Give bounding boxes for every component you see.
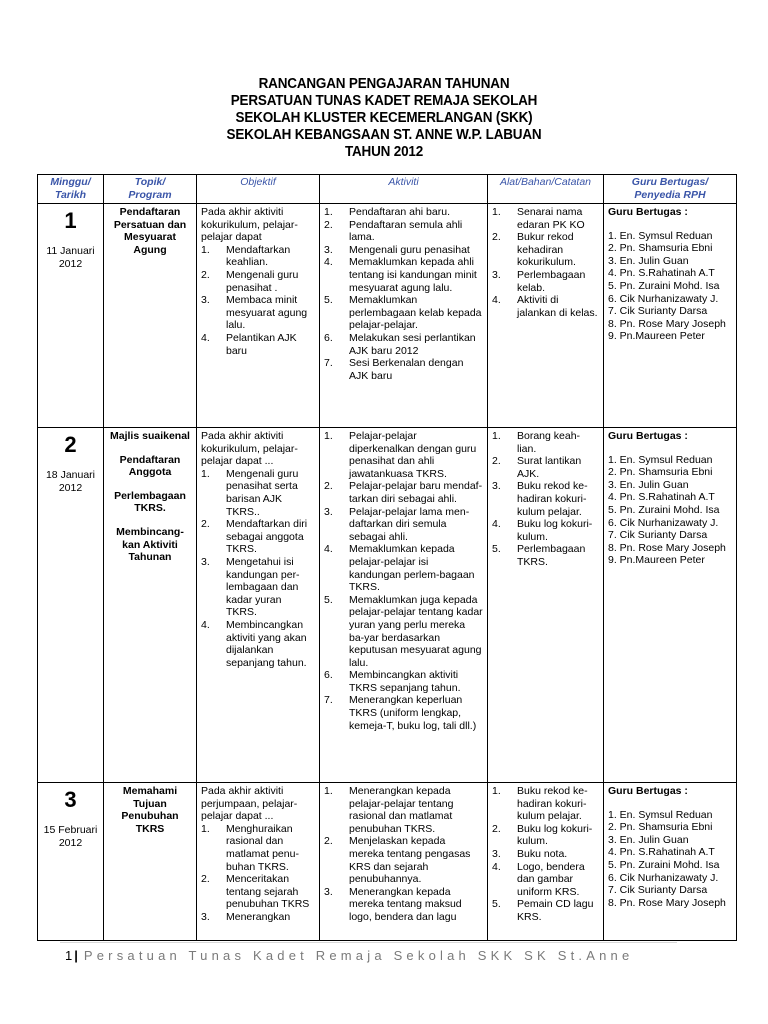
guru-name: 6. Cik Nurhanizawaty J.	[608, 871, 719, 884]
guru-name: 8. Pn. Rose Mary Joseph	[608, 317, 726, 330]
aktiviti-list-item: 5. Memaklumkan perlembagaan kelab kepada pelajar-pelajar.	[324, 294, 482, 332]
guru-name: 2. Pn. Shamsuria Ebni	[608, 466, 713, 479]
aktiviti-list	[324, 206, 483, 382]
guru-name: 3. En. Julin Guan	[608, 833, 689, 846]
header-guru: Guru Bertugas/ Penyedia RPH	[604, 175, 737, 204]
alat-list-item: 2. Buku log kokuri-kulum.	[492, 822, 593, 848]
guru-name: 7. Cik Surianty Darsa	[608, 529, 708, 542]
objektif-list	[201, 823, 315, 924]
topic-item: Pendaftaran Persatuan dan Mesyuarat Agung	[113, 206, 187, 256]
title-line: TAHUN 2012	[344, 144, 424, 160]
objektif-cell	[197, 204, 320, 428]
objektif-list-item: 4. Membincangkan aktiviti yang akan dijalankan sepanjang tahun.	[201, 618, 307, 669]
guru-cell	[604, 428, 737, 783]
objektif-list-item: 1. Mengenali guru penasihat serta barisan AJK TKRS..	[201, 467, 299, 518]
guru-name: 1. En. Symsul Reduan	[608, 229, 713, 242]
alat-list-item: 4. Buku log kokuri-kulum.	[492, 518, 593, 543]
aktiviti-list-item: 3. Menerangkan kepada mereka tentang maksud logo, bendera dan lagu	[324, 885, 462, 923]
alat-list-item: 3. Buku nota.	[492, 847, 568, 860]
objektif-list-item: 2. Menceritakan tentang sejarah penubuhan TKRS	[201, 873, 310, 911]
alat-cell	[488, 428, 604, 783]
guru-name: 7. Cik Surianty Darsa	[608, 305, 708, 318]
week-date: 11 Januari 2012	[46, 245, 95, 270]
guru-cell	[604, 204, 737, 428]
objektif-list-item: 1. Mendaftarkan keahlian.	[201, 243, 291, 269]
alat-list	[492, 206, 599, 319]
guru-name: 4. Pn. S.Rahatinah A.T	[608, 267, 715, 280]
topic-cell	[104, 204, 197, 428]
guru-name: 6. Cik Nurhanizawaty J.	[608, 292, 719, 305]
week-cell	[38, 783, 104, 941]
aktiviti-list-item: 4. Memaklumkan kepada pelajar-pelajar isi kandungan perlem-bagaan TKRS.	[324, 543, 475, 594]
guru-name: 9. Pn.Maureen Peter	[608, 554, 705, 567]
week-date: 15 Februari 2012	[43, 824, 98, 849]
week-date: 18 Januari 2012	[45, 469, 96, 494]
footer-text: Persatuan Tunas Kadet Remaja Sekolah SKK SK St.Anne	[83, 948, 634, 963]
plan-table	[37, 174, 737, 941]
header-minggu: Minggu/ Tarikh	[38, 175, 104, 204]
objektif-intro: Pada akhir aktiviti kokurikulum, pelajar-pelajar dapat ...	[201, 430, 298, 468]
guru-cell	[604, 783, 737, 941]
objektif-intro: Pada akhir aktiviti kokurikulum, pelajar-pelajar dapat	[201, 206, 298, 244]
topic-item: Memahami Tujuan Penubuhan TKRS	[121, 785, 179, 835]
guru-name: 5. Pn. Zuraini Mohd. Isa	[608, 858, 720, 871]
title-line: SEKOLAH KEBANGSAAN ST. ANNE W.P. LABUAN	[226, 127, 542, 143]
alat-list-item: 3. Perlembagaan kelab.	[492, 268, 586, 294]
footer	[65, 948, 633, 963]
objektif-list-item: 3. Mengetahui isi kandungan per-lembagaan dan kadar yuran TKRS.	[201, 555, 300, 619]
guru-name: 4. Pn. S.Rahatinah A.T	[608, 491, 715, 504]
alat-list-item: 1. Borang keah-lian.	[492, 430, 581, 455]
guru-name: 2. Pn. Shamsuria Ebni	[608, 242, 713, 255]
objektif-list-item: 1. Menghuraikan rasional dan matlamat penu-buhan TKRS.	[201, 822, 299, 873]
table-row	[38, 204, 737, 428]
alat-list-item: 4. Logo, bendera dan gambar uniform KRS.	[492, 860, 585, 898]
objektif-list-item: 4. Pelantikan AJK baru	[201, 331, 297, 357]
guru-name: 8. Pn. Rose Mary Joseph	[608, 896, 726, 909]
alat-list-item: 5. Pemain CD lagu KRS.	[492, 898, 594, 923]
week-cell	[38, 204, 104, 428]
objektif-intro: Pada akhir aktiviti perjumpaan, pelajar-pelajar dapat ...	[201, 785, 298, 823]
guru-name: 7. Cik Surianty Darsa	[608, 884, 708, 897]
topic-item: Membincang-kan Aktiviti Tahunan	[116, 525, 184, 564]
aktiviti-list-item: 2. Pendaftaran semula ahli lama.	[324, 218, 463, 244]
objektif-list-item: 3. Menerangkan	[201, 910, 291, 923]
alat-list	[492, 430, 599, 569]
aktiviti-list	[324, 430, 483, 732]
title-line: SEKOLAH KLUSTER KECEMERLANGAN (SKK)	[235, 110, 533, 126]
footer-separator: |	[74, 948, 78, 963]
aktiviti-list-item: 6. Membincangkan aktiviti TKRS sepanjang tahun.	[324, 669, 461, 694]
alat-cell	[488, 783, 604, 941]
week-number: 3	[64, 787, 77, 812]
aktiviti-list-item: 3. Pelajar-pelajar lama men-daftarkan diri semula sebagai ahli.	[324, 505, 470, 543]
header-row	[38, 175, 737, 204]
footer-divider	[60, 942, 677, 943]
objektif-list-item: 2. Mendaftarkan diri sebagai anggota TKRS.	[201, 518, 308, 556]
week-cell	[38, 428, 104, 783]
guru-name: 3. En. Julin Guan	[608, 478, 689, 491]
aktiviti-list-item: 2. Pelajar-pelajar baru mendaf-tarkan diri sebagai ahli.	[324, 480, 483, 505]
aktiviti-list-item: 3. Mengenali guru penasihat	[324, 243, 470, 256]
aktiviti-list-item: 4. Memaklumkan kepada ahli tentang isi kandungan minit mesyuarat agung lalu.	[324, 256, 477, 294]
aktiviti-list-item: 6. Melakukan sesi perlantikan AJK baru 2012	[324, 331, 476, 357]
topic-item: Pendaftaran Anggota	[119, 453, 181, 479]
objektif-list-item: 2. Mengenali guru penasihat .	[201, 268, 299, 294]
aktiviti-list-item: 2. Menjelaskan kepada mereka tentang pengasas KRS dan sejarah penubuhannya.	[324, 835, 471, 886]
alat-list	[492, 785, 599, 924]
guru-heading: Guru Bertugas :	[608, 785, 688, 797]
title-line: RANCANGAN PENGAJARAN TAHUNAN	[258, 76, 510, 92]
alat-list-item: 1. Buku rekod ke-hadiran kokuri-kulum pelajar.	[492, 785, 588, 823]
header-topik: Topik/ Program	[104, 175, 197, 204]
aktiviti-list	[324, 785, 483, 924]
guru-name: 5. Pn. Zuraini Mohd. Isa	[608, 279, 720, 292]
aktiviti-list-item: 7. Menerangkan keperluan TKRS (uniform lengkap, kemeja-T, buku log, tali dll.)	[324, 694, 477, 732]
alat-list-item: 1. Senarai nama edaran PK KO	[492, 206, 585, 231]
table-row	[38, 783, 737, 941]
objektif-list	[201, 244, 315, 357]
header-aktiviti: Aktiviti	[320, 175, 488, 204]
header-alat: Alat/Bahan/Catatan	[488, 175, 604, 204]
guru-name: 2. Pn. Shamsuria Ebni	[608, 821, 713, 834]
alat-list-item: 5. Perlembagaan TKRS.	[492, 543, 586, 568]
aktiviti-list-item: 1. Menerangkan kepada pelajar-pelajar tentang rasional dan matlamat penubuhan TKRS.	[324, 785, 454, 835]
guru-name: 1. En. Symsul Reduan	[608, 808, 713, 821]
alat-cell	[488, 204, 604, 428]
header-objektif: Objektif	[197, 175, 320, 204]
aktiviti-cell	[320, 783, 488, 941]
objektif-list	[201, 468, 315, 670]
guru-name: 6. Cik Nurhanizawaty J.	[608, 516, 719, 529]
topic-cell	[104, 428, 197, 783]
week-number: 1	[64, 208, 77, 233]
guru-name: 8. Pn. Rose Mary Joseph	[608, 541, 726, 554]
week-number: 2	[64, 432, 77, 457]
alat-list-item: 2. Bukur rekod kehadiran kokurikulum.	[492, 231, 576, 269]
objektif-list-item: 3. Membaca minit mesyuarat agung lalu.	[201, 294, 308, 332]
guru-heading: Guru Bertugas :	[608, 206, 688, 218]
aktiviti-list-item: 1. Pendaftaran ahi baru.	[324, 206, 450, 218]
guru-name: 3. En. Julin Guan	[608, 254, 689, 267]
document-title	[0, 76, 768, 161]
aktiviti-list-item: 1. Pelajar-pelajar diperkenalkan dengan guru penasihat dan ahli jawatankuasa TKRS.	[324, 430, 477, 480]
table-row	[38, 428, 737, 783]
alat-list-item: 2. Surat lantikan AJK.	[492, 455, 582, 480]
guru-name: 5. Pn. Zuraini Mohd. Isa	[608, 503, 720, 516]
guru-name: 9. Pn.Maureen Peter	[608, 330, 705, 343]
objektif-cell	[197, 783, 320, 941]
aktiviti-list-item: 7. Sesi Berkenalan dengan AJK baru	[324, 357, 464, 382]
topic-item: Perlembagaan TKRS.	[114, 489, 186, 515]
title-line: PERSATUAN TUNAS KADET REMAJA SEKOLAH	[230, 93, 538, 109]
aktiviti-cell	[320, 428, 488, 783]
aktiviti-list-item: 5. Memaklumkan juga kepada pelajar-pelajar tentang kadar yuran yang perlu mereka ba-yar berdasarkan keputusan mesyuarat agung lalu.	[324, 593, 483, 669]
aktiviti-cell	[320, 204, 488, 428]
alat-list-item: 4. Aktiviti di jalankan di kelas.	[492, 294, 598, 319]
guru-name: 4. Pn. S.Rahatinah A.T	[608, 846, 715, 859]
topic-item: Majlis suaikenal	[110, 430, 190, 442]
guru-heading: Guru Bertugas :	[608, 430, 688, 442]
page-number: 1	[65, 948, 73, 963]
alat-list-item: 3. Buku rekod ke-hadiran kokuri-kulum pelajar.	[492, 480, 588, 518]
objektif-cell	[197, 428, 320, 783]
topic-cell	[104, 783, 197, 941]
guru-name: 1. En. Symsul Reduan	[608, 453, 713, 466]
